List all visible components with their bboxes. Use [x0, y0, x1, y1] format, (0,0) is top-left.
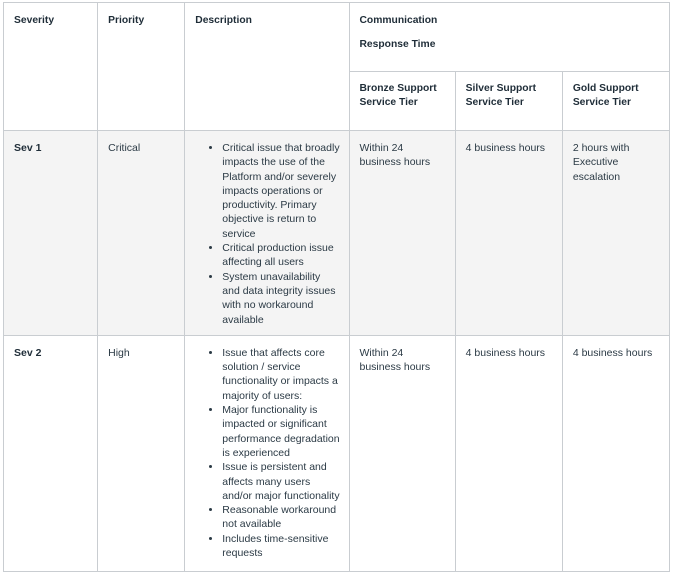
sla-table-container [3, 2, 670, 572]
header-description: Description [185, 3, 349, 131]
header-communication-label: Communication [359, 15, 438, 26]
silver-response-cell: 4 business hours [455, 131, 562, 336]
bronze-response-cell: Within 24 business hours [349, 131, 455, 336]
list-item: • Critical issue that broadly impacts the use of the Platform and/or severely impacts operations or productivity. Primary objective is return to service [222, 141, 340, 241]
header-priority: Priority [98, 3, 185, 131]
description-cell [185, 131, 349, 336]
header-severity: Severity [4, 3, 98, 131]
priority-cell: Critical [98, 131, 185, 336]
severity-cell: Sev 1 [4, 131, 98, 336]
table-row [4, 131, 670, 336]
table-row [4, 335, 670, 571]
header-silver-tier: Silver Support Service Tier [455, 72, 562, 131]
header-bronze-tier: Bronze Support Service Tier [349, 72, 455, 131]
bronze-response-cell: Within 24 business hours [349, 335, 455, 571]
list-item: • Issue that affects core solution / service functionality or impacts a majority of users: [222, 346, 340, 403]
list-item: • Major functionality is impacted or significant performance degradation is experienced [222, 403, 340, 460]
list-item: • Critical production issue affecting all users [222, 241, 340, 270]
severity-cell: Sev 2 [4, 335, 98, 571]
gold-response-cell: 4 business hours [562, 335, 669, 571]
description-list [195, 141, 340, 327]
silver-response-cell: 4 business hours [455, 335, 562, 571]
list-item: • Includes time-sensitive requests [222, 532, 340, 561]
header-communication [349, 3, 670, 72]
sla-table [3, 2, 670, 572]
list-item: • Issue is persistent and affects many users and/or major functionality [222, 460, 340, 503]
list-item: • Reasonable workaround not available [222, 503, 340, 532]
priority-cell: High [98, 335, 185, 571]
list-item: • System unavailability and data integrity issues with no workaround available [222, 270, 340, 327]
description-cell [185, 335, 349, 571]
header-response-time-label: Response Time [359, 39, 436, 51]
description-list [195, 346, 340, 560]
header-row-top [4, 3, 670, 72]
gold-response-cell: 2 hours with Executive escalation [562, 131, 669, 336]
header-gold-tier: Gold Support Service Tier [562, 72, 669, 131]
